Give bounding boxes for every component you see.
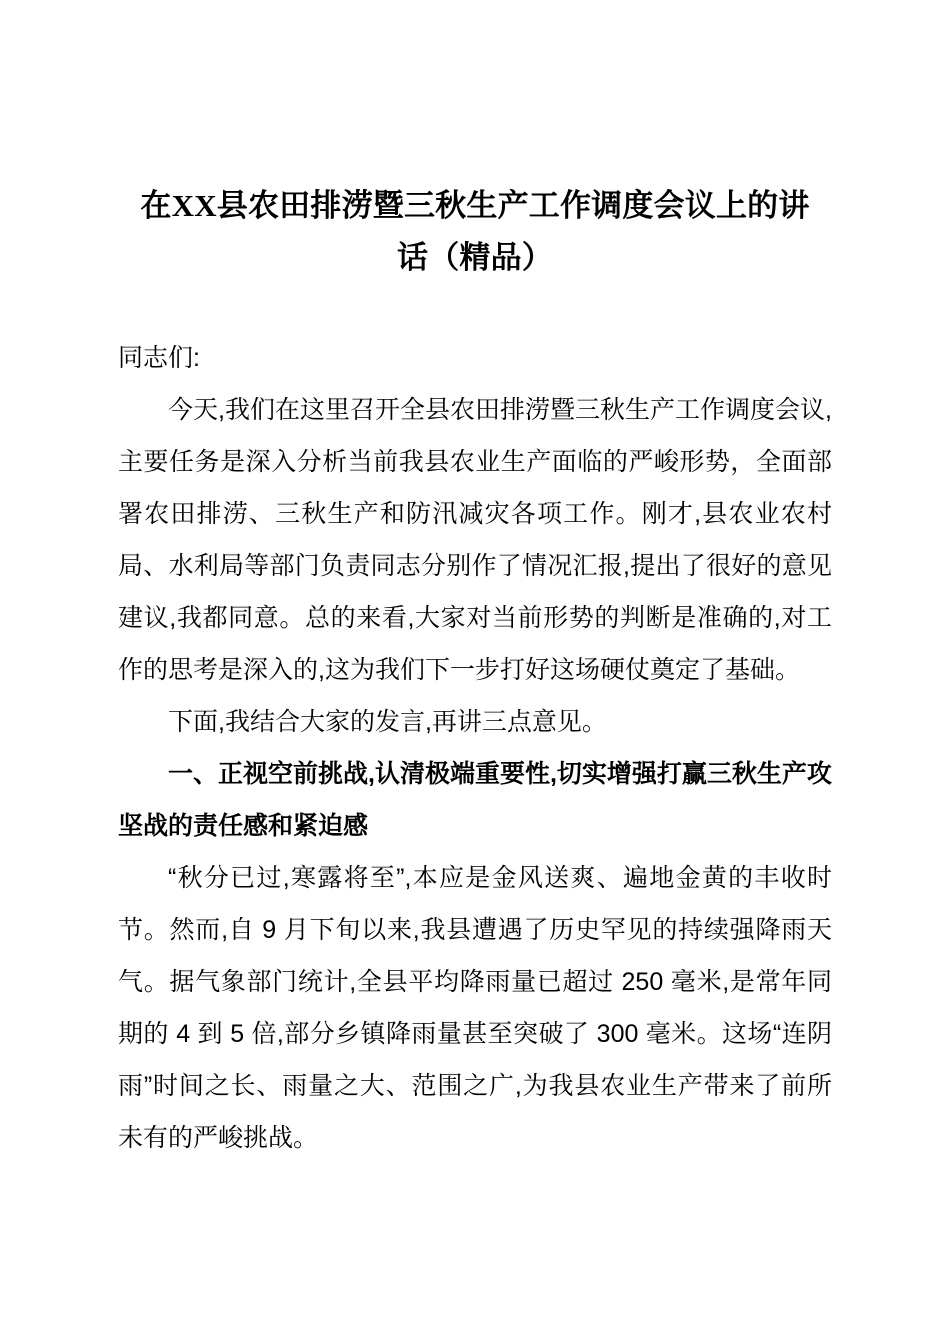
paragraph-opening: 今天,我们在这里召开全县农田排涝暨三秋生产工作调度会议,主要任务是深入分析当前我县农业生产面临的严峻形势，全面部署农田排涝、三秋生产和防汛减灾各项工作。刚才,县农业农村局、水利局等部门负责同志分别作了情况汇报,提出了很好的意见建议,我都同意。总的来看,大家对当前形势的判断是准确的,对工作的思考是深入的,这为我们下一步打好这场硬仗奠定了基础。 — [118, 396, 832, 684]
title-spacer — [118, 284, 832, 332]
page-title — [118, 180, 832, 284]
section-heading-one: 一、正视空前挑战,认清极端重要性,切实增强打赢三秋生产攻坚战的责任感和紧迫感 — [118, 760, 832, 840]
paragraph-transition: 下面,我结合大家的发言,再讲三点意见。 — [168, 708, 607, 736]
salutation: 同志们: — [118, 344, 200, 372]
page-title-line-1: 在XX县农田排涝暨三秋生产工作调度会议上的讲 — [140, 188, 810, 223]
page-title-line-2: 话（精品） — [397, 240, 553, 275]
paragraph-rainfall: “秋分已过,寒露将至”,本应是金风送爽、遍地金黄的丰收时节。然而,自 9 月下旬以来,我县遭遇了历史罕见的持续强降雨天气。据气象部门统计,全县平均降雨量已超过 250 毫米,是常年同期的 4 到 5 倍,部分乡镇降雨量甚至突破了 300 毫米。这场“连阴雨”时间之长、雨量之大、范围之广,为我县农业生产带来了前所未有的严峻挑战。 — [118, 864, 832, 1152]
